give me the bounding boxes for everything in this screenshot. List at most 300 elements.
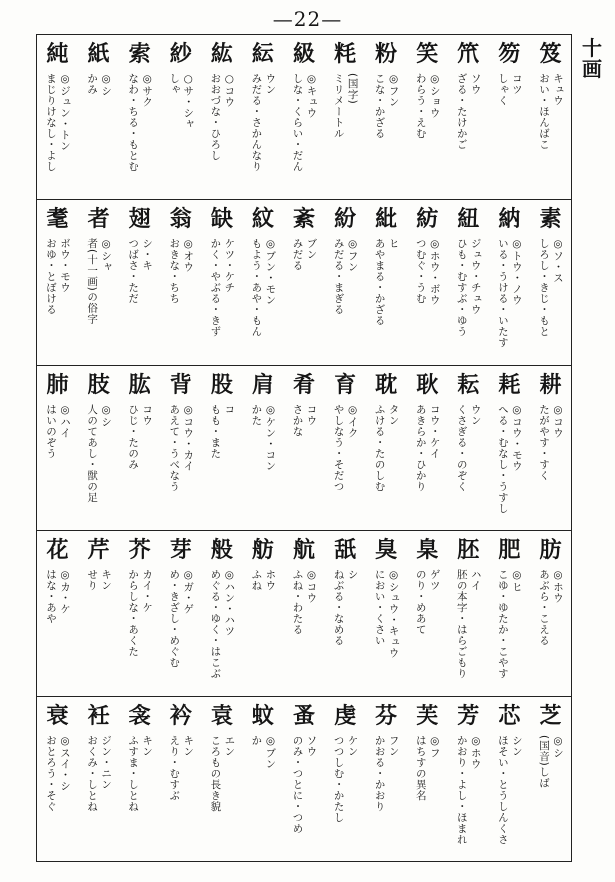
- kanji-character: 耿: [416, 371, 439, 398]
- kanji-entry: [448, 35, 489, 199]
- on-reading: ○コウ: [223, 73, 236, 108]
- kanji-entry: [201, 200, 242, 364]
- kanji-character: 胚: [457, 537, 480, 564]
- kanji-entry: [242, 366, 283, 530]
- on-reading: ◎トウ・ノウ: [510, 238, 523, 306]
- kanji-character: 芽: [169, 537, 192, 564]
- kanji-readings: [78, 238, 119, 324]
- on-reading: ◎シ: [100, 73, 113, 97]
- on-reading: シン: [510, 734, 523, 757]
- on-reading: ゲツ: [428, 569, 441, 592]
- kanji-table: [36, 34, 572, 862]
- kanji-readings: [407, 735, 448, 801]
- on-reading: カイ・ケ: [141, 569, 154, 614]
- kun-reading: おくみ・しとね: [86, 734, 99, 812]
- stroke-count-label: 十画: [582, 36, 602, 81]
- kanji-entry: [530, 366, 571, 530]
- kanji-readings: [78, 404, 119, 503]
- kun-reading: つむぐ・うむ: [414, 238, 427, 305]
- kanji-character: 育: [334, 371, 357, 398]
- kun-reading: 人のてあし・獣の足: [86, 403, 99, 503]
- kanji-character: 耘: [457, 371, 480, 398]
- on-reading: ウン: [469, 403, 482, 426]
- kanji-character: 納: [498, 206, 521, 233]
- kanji-readings: [407, 569, 448, 635]
- kanji-readings: [201, 735, 242, 812]
- kun-reading: こゆ・ゆたか・こやす: [496, 569, 509, 680]
- kanji-readings: [242, 735, 283, 770]
- kanji-entry: [489, 697, 530, 861]
- kun-reading: ミリメートル: [332, 73, 345, 139]
- kanji-entry: [325, 366, 366, 530]
- kanji-readings: [448, 73, 489, 150]
- kanji-entry: [448, 697, 489, 861]
- on-reading: ◎ホウ: [469, 734, 482, 770]
- kanji-readings: [325, 404, 366, 492]
- on-reading: ◎ソ・ス: [551, 238, 564, 284]
- kanji-entry: [119, 697, 160, 861]
- kanji-readings: [283, 238, 324, 271]
- on-reading: コウ: [305, 403, 318, 426]
- on-reading: ◎ケン・コン: [264, 403, 277, 472]
- kanji-character: 紡: [416, 206, 439, 233]
- kun-reading: こな・かざる: [373, 73, 386, 139]
- kanji-entry: [283, 531, 324, 695]
- kanji-readings: [283, 735, 324, 834]
- kanji-readings: [119, 569, 160, 657]
- on-reading: ◎シ: [551, 734, 564, 759]
- kanji-entry: [366, 531, 407, 695]
- kanji-readings: [366, 404, 407, 492]
- kanji-readings: [448, 735, 489, 845]
- on-reading: ◎ジュン・トン: [59, 73, 72, 152]
- kanji-character: 臬: [416, 537, 439, 564]
- kanji-entry: [78, 531, 119, 695]
- kanji-readings: [119, 735, 160, 812]
- kanji-character: 芝: [539, 702, 562, 729]
- kanji-entry: [325, 697, 366, 861]
- kanji-character: 肪: [539, 537, 562, 564]
- kanji-character: 耄: [46, 206, 69, 233]
- on-reading: ヒ: [387, 238, 400, 250]
- kun-reading: のり・めあて: [414, 569, 427, 636]
- kanji-readings: [366, 238, 407, 326]
- kun-reading: か: [250, 734, 263, 746]
- kanji-entry: [407, 531, 448, 695]
- on-reading: ◎ブン・モン: [264, 238, 277, 306]
- kanji-entry: [37, 366, 78, 530]
- kanji-readings: [78, 569, 119, 591]
- kanji-entry: [201, 531, 242, 695]
- kun-reading: ふね: [250, 569, 263, 592]
- kun-reading: へる・むなし・うすし: [496, 403, 509, 514]
- on-reading: キン: [182, 734, 195, 757]
- kun-reading: ほそい・とうしんくさ: [496, 734, 509, 845]
- kun-reading: みだる: [291, 238, 304, 272]
- kanji-character: 衿: [169, 702, 192, 729]
- kun-reading: もも・また: [209, 403, 222, 459]
- kanji-entry: [201, 35, 242, 199]
- kanji-character: 耕: [539, 371, 562, 398]
- kanji-entry: [242, 697, 283, 861]
- kanji-section: [37, 200, 571, 365]
- on-reading: ウン: [264, 73, 277, 95]
- kanji-readings: [160, 238, 201, 304]
- kanji-character: 衾: [128, 702, 151, 729]
- kun-reading: ころもの長き貌: [209, 734, 222, 812]
- kun-reading: つばさ・ただ: [127, 238, 140, 305]
- kanji-character: 純: [46, 41, 69, 67]
- kun-reading: ひも・むすぶ・ゆう: [455, 238, 468, 338]
- on-reading: ◎フン: [346, 238, 359, 273]
- on-reading: ジン・ニン: [100, 734, 113, 790]
- kun-reading: かみ: [86, 73, 99, 95]
- kanji-entry: [78, 200, 119, 364]
- on-reading: ◎コウ: [305, 569, 318, 604]
- kun-reading: (国音)しば: [537, 734, 550, 788]
- on-reading: ケツ・ケチ: [223, 238, 236, 294]
- kanji-character: 翁: [169, 206, 192, 233]
- kanji-character: 紙: [87, 41, 110, 67]
- kanji-entry: [407, 200, 448, 364]
- on-reading: コツ: [510, 73, 523, 95]
- kanji-character: 芙: [416, 702, 439, 729]
- kanji-character: 芯: [498, 702, 521, 729]
- kanji-readings: [283, 73, 324, 172]
- on-reading: ブン: [305, 238, 318, 261]
- on-reading: ◎カ・ケ: [59, 569, 72, 615]
- kun-reading: におい・くさい: [373, 569, 386, 647]
- on-reading: ジュウ・チュウ: [469, 238, 482, 316]
- kanji-character: 背: [169, 371, 192, 398]
- on-reading: ◎ハン・ハツ: [223, 569, 236, 637]
- on-reading: コウ: [141, 403, 154, 426]
- kanji-character: 芳: [457, 702, 480, 729]
- kun-reading: はな・あや: [45, 569, 58, 625]
- kanji-entry: [283, 697, 324, 861]
- kanji-character: 笑: [416, 41, 439, 67]
- kanji-character: 芬: [375, 702, 398, 729]
- kanji-entry: [160, 531, 201, 695]
- kanji-entry: [448, 531, 489, 695]
- kun-reading: もよう・あや・もん: [250, 238, 263, 338]
- kanji-entry: [160, 697, 201, 861]
- kanji-character: 肢: [87, 371, 110, 398]
- on-reading: ◎スイ・シ: [59, 734, 72, 792]
- on-reading: ◎コウ: [551, 403, 564, 439]
- kun-reading: 胚の本字・はらごもり: [455, 569, 468, 680]
- kanji-character: 紛: [334, 206, 357, 233]
- kun-reading: のみ・つとに・つめ: [291, 734, 304, 834]
- kanji-entry: [160, 35, 201, 199]
- kanji-readings: [78, 73, 119, 97]
- on-reading: ◎ガ・ゲ: [182, 569, 195, 615]
- kanji-readings: [37, 404, 78, 459]
- kanji-entry: [160, 200, 201, 364]
- kanji-character: 者: [87, 206, 110, 233]
- kanji-readings: [489, 569, 530, 679]
- kanji-readings: [407, 404, 448, 492]
- kanji-character: 笈: [539, 41, 562, 67]
- kanji-entry: [325, 200, 366, 364]
- kanji-readings: [325, 238, 366, 315]
- kanji-readings: [366, 735, 407, 812]
- kun-reading: つつしむ・かたし: [332, 734, 345, 823]
- kanji-readings: [283, 404, 324, 437]
- kun-reading: みだる・まぎる: [332, 238, 345, 316]
- kun-reading: さかな: [291, 403, 304, 437]
- kanji-readings: [530, 73, 571, 150]
- kun-reading: やしなう・そだつ: [332, 403, 345, 492]
- on-reading: ◎イク: [346, 403, 359, 439]
- kanji-entry: [119, 531, 160, 695]
- on-reading: キン: [100, 569, 113, 592]
- kanji-readings: [119, 73, 160, 172]
- kanji-readings: [37, 569, 78, 624]
- on-reading: シ・キ: [141, 238, 154, 272]
- kun-reading: かた: [250, 403, 263, 426]
- on-reading: ソウ: [305, 734, 318, 757]
- kanji-character: 衰: [46, 702, 69, 729]
- kun-reading: ふける・たのしむ: [373, 403, 386, 492]
- on-reading: ◎オウ: [182, 238, 195, 273]
- kanji-entry: [325, 531, 366, 695]
- kanji-readings: [530, 735, 571, 788]
- kun-reading: まじりけなし・よし: [45, 73, 58, 172]
- kanji-entry: [37, 531, 78, 695]
- kanji-character: 紋: [251, 206, 274, 233]
- kanji-readings: [530, 569, 571, 646]
- kun-reading: くさぎる・のぞく: [455, 403, 468, 492]
- kanji-character: 索: [128, 41, 151, 67]
- kun-reading: め・きざし・めぐむ: [168, 569, 181, 669]
- kun-reading: めぐる・ゆく・はこぶ: [209, 569, 222, 680]
- on-reading: (国字): [346, 73, 359, 105]
- kanji-character: 蚤: [292, 702, 315, 729]
- kanji-character: 舐: [334, 537, 357, 564]
- on-reading: ◎ブン: [264, 734, 277, 770]
- kanji-entry: [407, 366, 448, 530]
- kanji-character: 花: [46, 537, 69, 564]
- kanji-character: 衽: [87, 702, 110, 729]
- kanji-readings: [242, 238, 283, 337]
- kun-reading: あえて・うべなう: [168, 403, 181, 492]
- kanji-readings: [119, 404, 160, 470]
- kanji-entry: [530, 531, 571, 695]
- kanji-character: 紊: [292, 206, 315, 233]
- kanji-entry: [407, 35, 448, 199]
- kanji-readings: [201, 404, 242, 459]
- kanji-entry: [283, 200, 324, 364]
- kanji-entry: [530, 200, 571, 364]
- kanji-character: 股: [210, 371, 233, 398]
- kanji-character: 肺: [46, 371, 69, 398]
- kanji-entry: [489, 531, 530, 695]
- kanji-character: 蚊: [251, 702, 274, 729]
- on-reading: ケン: [346, 734, 359, 757]
- kun-reading: しゃく: [496, 73, 509, 106]
- kanji-character: 翅: [128, 206, 151, 233]
- kun-reading: ざる・たけかご: [455, 73, 468, 150]
- kanji-character: 級: [292, 41, 315, 67]
- kun-reading: おゆ・とぼける: [45, 238, 58, 316]
- kun-reading: ひじ・たのみ: [127, 403, 140, 470]
- on-reading: ◎フン: [387, 73, 400, 108]
- kanji-entry: [37, 697, 78, 861]
- kanji-entry: [201, 697, 242, 861]
- page-number: —22—: [272, 7, 343, 31]
- kanji-readings: [530, 238, 571, 337]
- kanji-readings: [448, 238, 489, 337]
- on-reading: ◎サク: [141, 73, 154, 108]
- kanji-character: 肴: [292, 371, 315, 398]
- kanji-character: 素: [539, 206, 562, 233]
- on-reading: キュウ: [551, 73, 564, 106]
- kanji-character: 芹: [87, 537, 110, 564]
- on-reading: ◎ホウ: [551, 569, 564, 604]
- kanji-entry: [78, 35, 119, 199]
- kanji-readings: [37, 735, 78, 812]
- on-reading: ◎コウ・モウ: [510, 403, 523, 472]
- kanji-readings: [407, 73, 448, 139]
- kanji-section: [37, 35, 571, 200]
- kanji-entry: [78, 697, 119, 861]
- kanji-readings: [489, 238, 530, 348]
- kun-reading: かおり・よし・ほまれ: [455, 734, 468, 845]
- on-reading: ◎ヒ: [510, 569, 523, 593]
- kanji-character: 舫: [251, 537, 274, 564]
- kanji-entry: [37, 200, 78, 364]
- kanji-entry: [489, 366, 530, 530]
- kanji-readings: [530, 404, 571, 481]
- kanji-readings: [366, 569, 407, 659]
- kanji-character: 航: [292, 537, 315, 564]
- kanji-readings: [242, 73, 283, 172]
- kanji-readings: [201, 569, 242, 679]
- on-reading: ボウ・モウ: [59, 238, 72, 294]
- kanji-readings: [160, 73, 201, 130]
- kanji-entry: [119, 200, 160, 364]
- kanji-character: 虔: [334, 702, 357, 729]
- kun-reading: しな・くらい・だん: [291, 73, 304, 172]
- kanji-entry: [119, 366, 160, 530]
- kanji-entry: [530, 35, 571, 199]
- on-reading: ◎シ: [100, 403, 113, 428]
- kanji-character: 粉: [375, 41, 398, 67]
- on-reading: タン: [387, 403, 400, 426]
- on-reading: ◎ハイ: [59, 403, 72, 439]
- kanji-readings: [283, 569, 324, 635]
- on-reading: ◎コウ・カイ: [182, 403, 195, 472]
- kun-reading: いる・うける・いたす: [496, 238, 509, 349]
- kun-reading: しゃ: [168, 73, 181, 95]
- kun-reading: かおる・かおり: [373, 734, 386, 812]
- kun-reading: はいのぞう: [45, 403, 58, 459]
- kun-reading: わらう・えむ: [414, 73, 427, 139]
- kanji-section: [37, 366, 571, 531]
- kanji-readings: [78, 735, 119, 812]
- kun-reading: あぶら・こえる: [537, 569, 550, 647]
- kanji-character: 耽: [375, 371, 398, 398]
- kanji-entry: [78, 366, 119, 530]
- on-reading: ◎フ: [428, 734, 441, 759]
- kun-reading: ねぶる・なめる: [332, 569, 345, 647]
- kun-reading: おおづな・ひろし: [209, 73, 222, 161]
- kun-reading: せり: [86, 569, 99, 592]
- kanji-entry: [283, 35, 324, 199]
- kun-reading: みだる・さかんなり: [250, 73, 263, 172]
- kanji-character: 肩: [251, 371, 274, 398]
- kanji-character: 紐: [457, 206, 480, 233]
- kun-reading: えり・むすぶ: [168, 734, 181, 801]
- kanji-entry: [366, 366, 407, 530]
- kanji-readings: [325, 73, 366, 139]
- kanji-entry: [201, 366, 242, 530]
- kun-reading: ふね・わたる: [291, 569, 304, 636]
- on-reading: ◎ホウ・ボウ: [428, 238, 441, 306]
- kanji-readings: [489, 735, 530, 845]
- kanji-readings: [160, 569, 201, 668]
- kanji-entry: [448, 366, 489, 530]
- kanji-readings: [325, 735, 366, 823]
- on-reading: ◎キュウ: [305, 73, 318, 119]
- on-reading: ◎シャ: [100, 238, 113, 273]
- kanji-entry: [325, 35, 366, 199]
- kun-reading: はちすの異名: [414, 734, 427, 801]
- kun-reading: 者(十一画)の俗字: [86, 238, 99, 325]
- kanji-entry: [242, 200, 283, 364]
- on-reading: フン: [387, 734, 400, 757]
- kanji-character: 肥: [498, 537, 521, 564]
- kanji-readings: [201, 238, 242, 337]
- kanji-character: 般: [210, 537, 233, 564]
- kanji-character: 笏: [498, 41, 521, 67]
- on-reading: ◎シュウ・キュウ: [387, 569, 400, 659]
- kanji-entry: [242, 531, 283, 695]
- kanji-entry: [530, 697, 571, 861]
- kanji-character: 紗: [169, 41, 192, 67]
- kanji-character: 芥: [128, 537, 151, 564]
- kanji-entry: [37, 35, 78, 199]
- kanji-readings: [37, 238, 78, 315]
- on-reading: ◎ショウ: [428, 73, 441, 119]
- kanji-readings: [201, 73, 242, 161]
- kanji-entry: [366, 697, 407, 861]
- on-reading: コ: [223, 403, 236, 415]
- kanji-character: 紕: [375, 206, 398, 233]
- kanji-readings: [366, 73, 407, 139]
- kun-reading: あやまる・かざる: [373, 238, 386, 327]
- kun-reading: なわ・ちる・もとむ: [127, 73, 140, 172]
- kanji-readings: [448, 404, 489, 492]
- kanji-character: 粍: [334, 41, 357, 67]
- kanji-entry: [242, 35, 283, 199]
- on-reading: エン: [223, 734, 236, 757]
- kun-reading: たがやす・すく: [537, 403, 550, 481]
- on-reading: キン: [141, 734, 154, 757]
- kanji-readings: [160, 735, 201, 801]
- on-reading: ○サ・シャ: [182, 73, 195, 130]
- kanji-readings: [325, 569, 366, 646]
- kanji-entry: [283, 366, 324, 530]
- kanji-section: [37, 531, 571, 696]
- kun-reading: ふすま・しとね: [127, 734, 140, 812]
- kun-reading: おきな・ちち: [168, 238, 181, 305]
- kanji-character: 笊: [457, 41, 480, 67]
- kun-reading: おとろう・そぐ: [45, 734, 58, 812]
- kanji-section: [37, 697, 571, 861]
- kanji-entry: [119, 35, 160, 199]
